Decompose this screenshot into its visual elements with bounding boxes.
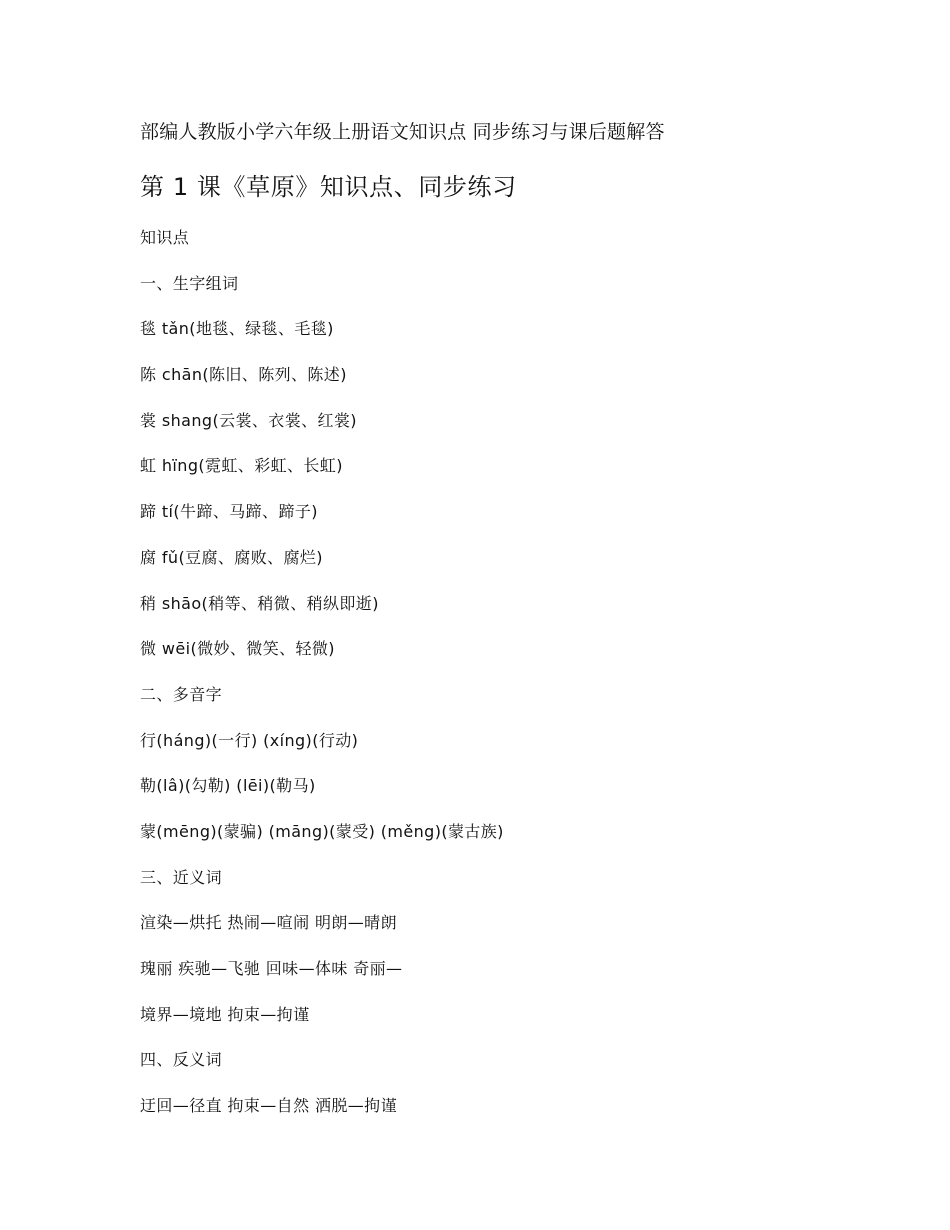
lesson-heading: 第 1 课《草原》知识点、同步练习 [140,173,517,201]
polyphone-entry: 勒(lâ)(勾勒) (lēi)(勒马) [140,776,316,796]
character-entry: 蹄 tí(牛蹄、马蹄、蹄子) [140,502,318,522]
character-entry: 微 wēi(微妙、微笑、轻微) [140,639,335,659]
polyphone-entry: 行(háng)(一行) (xíng)(行动) [140,730,359,750]
section-heading-characters: 一、生字组词 [140,273,239,293]
character-entry: 虹 hïng(霓虹、彩虹、长虹) [140,456,343,476]
polyphone-entry: 蒙(mēng)(蒙骗) (māng)(蒙受) (měng)(蒙古族) [140,821,504,841]
section-heading-antonyms: 四、反义词 [140,1050,223,1070]
antonym-entry: 迂回—径直 拘束—自然 洒脱—拘谨 [140,1096,397,1116]
section-heading-polyphones: 二、多音字 [140,684,223,704]
character-entry: 腐 fǔ(豆腐、腐败、腐烂) [140,547,323,567]
character-entry: 陈 chān(陈旧、陈列、陈述) [140,365,347,385]
document-title: 部编人教版小学六年级上册语文知识点 同步练习与课后题解答 [140,121,665,143]
character-entry: 毯 tǎn(地毯、绿毯、毛毯) [140,319,334,339]
character-entry: 稍 shāo(稍等、稍微、稍纵即逝) [140,593,379,613]
synonym-entry: 渲染—烘托 热闹—喧闹 明朗—晴朗 [140,913,397,933]
document-body [140,226,840,1140]
synonym-entry: 境界—境地 拘束—拘谨 [140,1004,310,1024]
section-heading-synonyms: 三、近义词 [140,867,223,887]
character-entry: 裳 shang(云裳、衣裳、红裳) [140,410,357,430]
synonym-entry: 瑰丽 疾驰—飞驰 回味—体味 奇丽— [140,959,403,978]
section-label-knowledge-points: 知识点 [140,228,190,247]
